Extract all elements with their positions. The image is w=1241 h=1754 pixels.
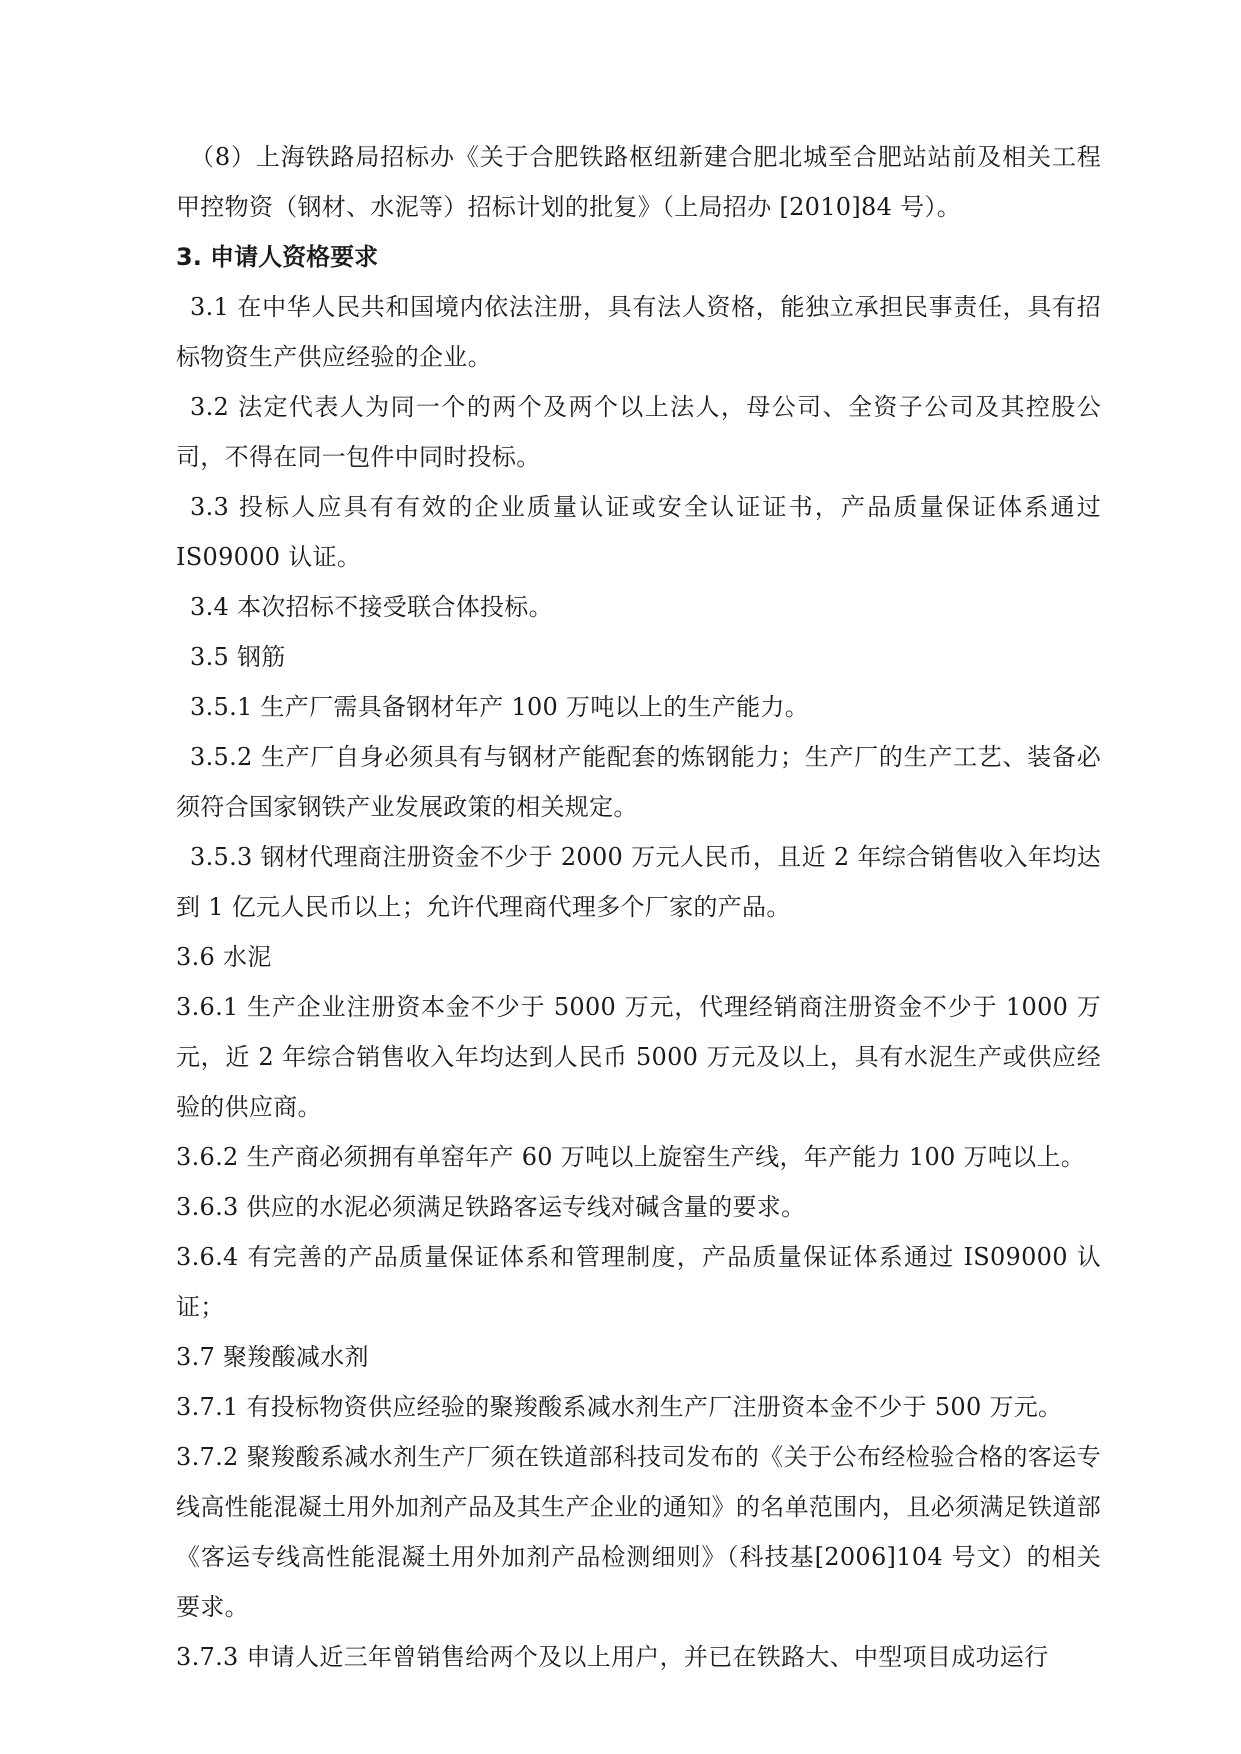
paragraph-3-5-3: 3.5.3 钢材代理商注册资金不少于 2000 万元人民币，且近 2 年综合销售收入年均达到 1 亿元人民币以上；允许代理商代理多个厂家的产品。 — [176, 843, 1101, 921]
paragraph-3-5-2: 3.5.2 生产厂自身必须具有与钢材产能配套的炼钢能力；生产厂的生产工艺、装备必须符合国家钢铁产业发展政策的相关规定。 — [176, 743, 1101, 821]
paragraph-8: （8）上海铁路局招标办《关于合肥铁路枢纽新建合肥北城至合肥站站前及相关工程甲控物资（钢材、水泥等）招标计划的批复》（上局招办 [2010]84 号）。 — [176, 143, 1101, 221]
paragraph-3-2: 3.2 法定代表人为同一个的两个及两个以上法人，母公司、全资子公司及其控股公司，不得在同一包件中同时投标。 — [176, 393, 1101, 471]
paragraph-3-5: 3.5 钢筋 — [190, 643, 286, 671]
document-body — [176, 132, 1101, 1682]
paragraph-3-6-2: 3.6.2 生产商必须拥有单窑年产 60 万吨以上旋窑生产线，年产能力 100 万吨以上。 — [176, 1143, 1086, 1171]
paragraph-3-1: 3.1 在中华人民共和国境内依法注册，具有法人资格，能独立承担民事责任，具有招标物资生产供应经验的企业。 — [176, 293, 1101, 371]
paragraph-3-6-1: 3.6.1 生产企业注册资本金不少于 5000 万元，代理经销商注册资金不少于 1000 万元，近 2 年综合销售收入年均达到人民币 5000 万元及以上，具有水泥生产或供应经验的供应商。 — [176, 993, 1101, 1121]
paragraph-3-4: 3.4 本次招标不接受联合体投标。 — [190, 593, 553, 621]
paragraph-3-7-2: 3.7.2 聚羧酸系减水剂生产厂须在铁道部科技司发布的《关于公布经检验合格的客运专线高性能混凝土用外加剂产品及其生产企业的通知》的名单范围内，且必须满足铁道部《客运专线高性能混凝土用外加剂产品检测细则》（科技基[2006]104 号文）的相关要求。 — [176, 1443, 1101, 1621]
paragraph-3-7-3: 3.7.3 申请人近三年曾销售给两个及以上用户，并已在铁路大、中型项目成功运行 — [176, 1643, 1049, 1671]
paragraph-3-7-1: 3.7.1 有投标物资供应经验的聚羧酸系减水剂生产厂注册资本金不少于 500 万元。 — [176, 1393, 1063, 1421]
paragraph-3-3: 3.3 投标人应具有有效的企业质量认证或安全认证证书，产品质量保证体系通过 IS09000 认证。 — [176, 493, 1101, 571]
paragraph-3-6-4: 3.6.4 有完善的产品质量保证体系和管理制度，产品质量保证体系通过 IS09000 认证； — [176, 1243, 1101, 1321]
paragraph-3-7: 3.7 聚羧酸减水剂 — [176, 1343, 369, 1371]
section-heading-3: 3. 申请人资格要求 — [176, 243, 379, 271]
paragraph-3-6: 3.6 水泥 — [176, 943, 272, 971]
paragraph-3-5-1: 3.5.1 生产厂需具备钢材年产 100 万吨以上的生产能力。 — [190, 693, 810, 721]
paragraph-3-6-3: 3.6.3 供应的水泥必须满足铁路客运专线对碱含量的要求。 — [176, 1193, 806, 1221]
